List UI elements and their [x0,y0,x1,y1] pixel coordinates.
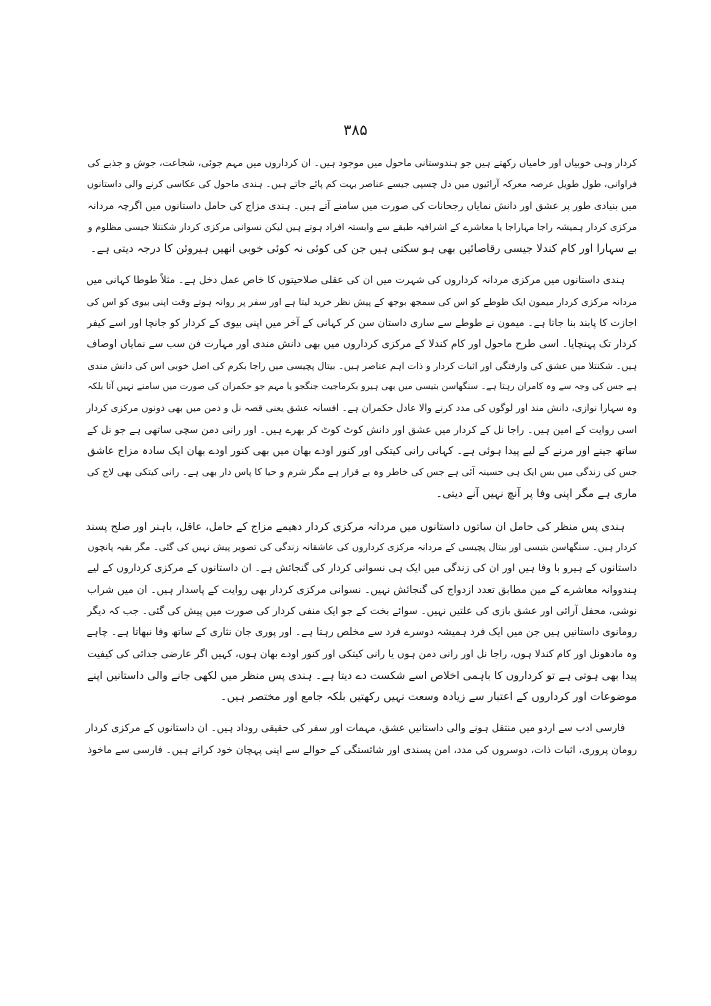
page-number: ۳۸۵ [343,121,368,139]
text-line: مرکزی کردار ہمیشہ راجا مہاراجا یا معاشرے کے اشرافیہ طبقے سے وابستہ افراد ہوتے ہیں لیکن نسوانی مرکزی کردار شکنتلا جیسی مظلوم و [87,221,637,233]
text-line: پیدا بھی ہوتی ہے تو کرداروں کا باہمی اخلاص اسے شکست دے دیتا ہے۔ ہندی پس منظر میں لکھی جانے والی داستانیں اپنے [87,668,637,682]
text-line: کردار وہی خوبیاں اور خامیاں رکھتے ہیں جو ہندوستانی ماحول میں موجود ہیں۔ ان کرداروں میں مہم جوئی، شجاعت، جوش و جذبے کی [87,158,637,169]
text-line: نوشی، محفل آرائی اور عشق بازی کی علتیں نہیں۔ سوائے بخت کے جو ایک منفی کردار کی صورت میں پیش کی گئی۔ جب کہ دیگر [87,605,637,617]
text-line: میں بنیادی طور پر عشق اور دانش نمایاں رجحانات کی صورت میں سامنے آتے ہیں۔ ہندی مزاج کی حامل داستانوں میں اگرچہ مردانہ [87,200,637,212]
text-line: داستانوں کے ہیرو با وفا ہیں اور ان کی زندگی میں ایک ہی نسوانی کردار کی گنجائش ہے۔ ان داستانوں کے مرکزی کرداروں کے لیے [87,563,637,575]
text-line: جس کی زندگی میں بس ایک ہی حسینہ آئی ہے جس کی خاطر وہ بے قرار ہے مگر شرم و حیا کا پاس دار بھی ہے۔ رانی کیتکی بھی لاج کی [86,467,637,479]
text-line: ہندی داستانوں میں مرکزی مردانہ کرداروں کی شہرت میں ان کی عقلی صلاحیتوں کا خاص عمل دخل ہے۔ مثلاً طوطا کہانی میں [86,275,625,287]
text-line: مردانہ مرکزی کردار میمون ایک طوطے کو اس کی سمجھ بوجھ کے پیش نظر خرید لیتا ہے اور سفر پر روانہ ہوتے وقت اپنی بیوی کو اس کی [86,296,637,308]
text-line: کردار تک پہنچایا۔ اسی طرح ماحول اور کام کندلا کے مرکزی کرداروں میں بھی دانش مندی اور مہارت فن سب سے نمایاں اوصاف [86,339,637,351]
text-line: کردار ہیں۔ سنگھاسن بتیسی اور بیتال پچیسی کے مردانہ مرکزی کرداروں کی عاشقانہ زندگی کی تصویر پیش نہیں کی گئی۔ مگر بقیہ پانچوں [87,542,637,554]
text-line: ہیں۔ شکنتلا میں عشق کی وارفتگی اور اثبات کردار و ذات اہم عناصر ہیں۔ بیتال پچیسی میں راجا بکرم کی اصل خوبی اس کی دانش مندی [87,360,637,372]
text-line: ماری ہے مگر اپنی وفا پر آنچ نہیں آنے دیتی۔ [435,487,637,501]
text-line: بے سہارا اور کام کندلا جیسی رقاصائیں بھی ہو سکتی ہیں جن کی کوئی نہ کوئی خوبی انھیں ہیروئن کا درجہ دیتی ہے۔ [90,242,637,256]
paragraph [81,718,637,761]
paragraph [81,516,637,708]
text-line: وہ مادھونل اور کام کندلا ہوں، راجا نل اور رانی دمن ہوں یا رانی کیتکی اور کنور اودے بھان ہوں، کہیں اگر عارضی جدائی کی کیفیت [87,648,637,660]
paragraph [81,153,637,259]
text-line: ساتھ جینے اور مرنے کے لیے پیدا ہوئی ہے۔ کہانی رانی کیتکی اور کنور اودے بھان میں بھی کنور اودے بھان ایک سادہ مزاج عاشق [87,444,637,457]
text-line: موضوعات اور کرداروں کے اعتبار سے زیادہ وسعت نہیں رکھتیں بلکہ جامع اور مختصر ہیں۔ [220,690,637,704]
body-text [81,153,637,772]
text-line: رومانوی داستانیں ہیں جن میں ایک فرد ہمیشہ دوسرے فرد سے مخلص رہتا ہے۔ اور پوری جان نثاری کے ساتھ وفا نبھاتا ہے۔ چاہے [86,627,637,639]
text-line: فراوانی، طول طویل عرصہ معرکہ آرائیوں میں دل چسپی جیسے عناصر بہت کم پائے جاتے ہیں۔ ہندی ماحول کی عکاسی کرنے والی داستانوں [87,179,637,191]
text-line: اجازت کا پابند بنا جاتا ہے۔ میمون نے طوطے سے ساری داستان سن کر کہانی کے آخر میں اپنی بیوی کے کردار کو جانچا اور اسے کیفر [87,318,637,330]
text-line: اسی روایت کے امین ہیں۔ راجا نل کے کردار میں عشق اور دانش کوٹ کوٹ کر بھرے ہیں۔ اور رانی دمن سچی ساتھی ہے جو نل کے [87,424,637,436]
text-line: ہندی پس منظر کی حامل ان ساتوں داستانوں میں مردانہ مرکزی کردار دھیمے مزاج کے حامل، عاقل، باہنر اور صلح پسند [85,519,625,533]
text-line: فارسی ادب سے اردو میں منتقل ہونے والی داستانیں عشق، مہمات اور سفر کی حقیقی روداد ہیں۔ ان داستانوں کے مرکزی کردار [85,723,625,735]
text-line: رومان پروری، اثبات ذات، دوسروں کی مدد، امن پسندی اور شائستگی کے حوالے سے اپنی پہچان خود کراتے ہیں۔ فارسی سے ماخوذ [87,744,637,756]
text-line: ہے جس کی وجہ سے وہ کامران رہتا ہے۔ سنگھاسن بتیسی میں بھی ہیرو بکرماجیت جنگجو یا مہم جو حکمران کی صورت میں سامنے نہیں آتا بلکہ [87,381,637,392]
text-line: ہندووانہ معاشرے کے مین مطابق تعدد ازدواج کی گنجائش نہیں۔ نسوانی مرکزی کردار بھی روایت کے پاسدار ہیں۔ ان میں شراب [87,583,637,596]
paragraph [81,270,637,504]
text-line: وہ سہارا نوازی، دانش مند اور لوگوں کی مدد کرنے والا عادل حکمران ہے۔ افسانہ عشق یعنی قصہ نل و دمن میں بھی دونوں مرکزی کردار [86,403,637,415]
